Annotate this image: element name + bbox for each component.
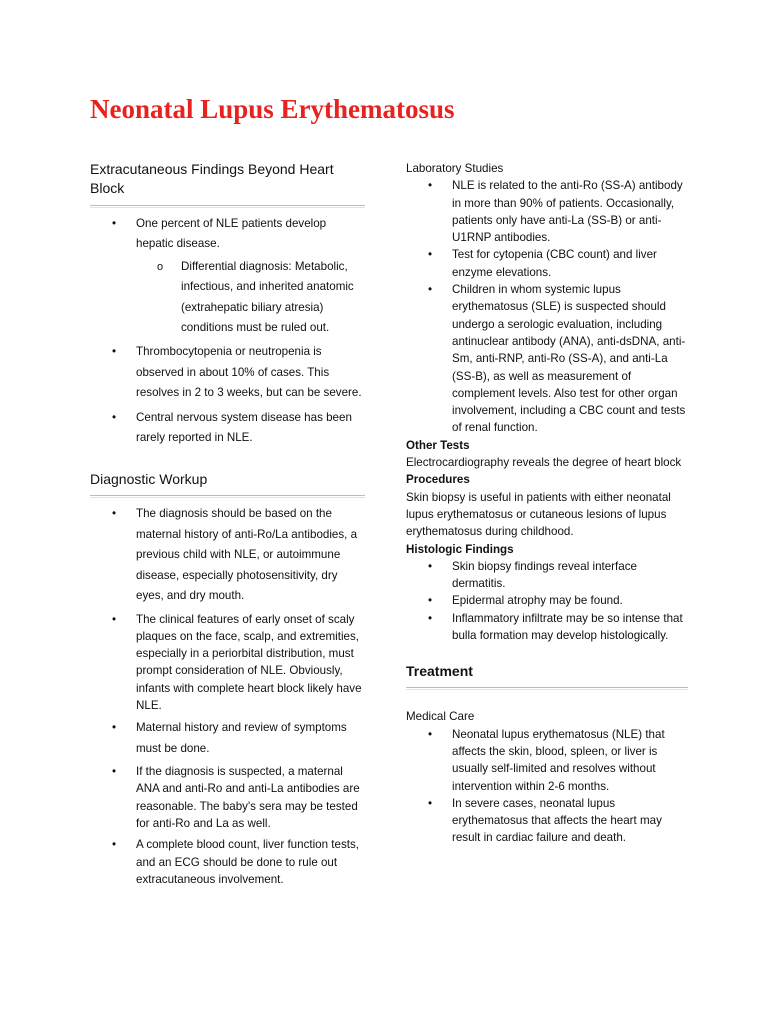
histologic-findings-list: [406, 558, 688, 644]
other-tests-text: Electrocardiography reveals the degree of heart block: [406, 456, 682, 470]
diagnostic-workup-list: [90, 504, 365, 888]
section-heading-treatment: Treatment: [406, 663, 473, 680]
list-item: • Maternal history and review of symptoms must be done.: [90, 718, 365, 759]
list-item: • The clinical features of early onset of scaly plaques on the face, scalp, and extremities, especially in a periorbital distribution, must prompt consideration of NLE. Obviously, infants with complete heart block likely have NLE.: [90, 611, 365, 715]
list-item: • Central nervous system disease has been rarely reported in NLE.: [90, 408, 365, 449]
subheading-other-tests: Other Tests: [406, 438, 470, 452]
extracutaneous-list: [90, 214, 365, 448]
laboratory-studies-list: [406, 177, 688, 436]
list-item: • Children in whom systemic lupus erythematosus (SLE) is suspected should undergo a serologic evaluation, including antinuclear antibody (ANA), anti-dsDNA, anti-Sm, anti-RNP, anti-Ro (SS-A), and anti-La (SS-B), as well as measurement of complement levels. Also test for other organ involvement, including a CBC count and tests of renal function.: [406, 281, 688, 437]
extracutaneous-section: [90, 160, 365, 448]
list-item: • Inflammatory infiltrate may be so intense that bulla formation may develop histologically.: [406, 610, 688, 645]
list-item: • Skin biopsy findings reveal interface dermatitis.: [406, 558, 688, 593]
section-divider: [90, 205, 365, 208]
list-item: • Test for cytopenia (CBC count) and liver enzyme elevations.: [406, 246, 688, 281]
sub-list-item: o Differential diagnosis: Metabolic, infectious, and inherited anatomic (extrahepatic biliary atresia) conditions must be ruled out.: [135, 257, 365, 339]
list-item: • One percent of NLE patients develop hepatic disease. o Differential diagnosis: Metabolic, infectious, and inherited anatomic (extrahepatic biliary atresia) conditions must be ruled out.: [90, 214, 365, 338]
section-heading-extracutaneous: Extracutaneous Findings Beyond Heart Block: [90, 161, 334, 196]
subheading-laboratory-studies: Laboratory Studies: [406, 162, 504, 175]
subheading-procedures: Procedures: [406, 473, 470, 487]
section-divider: [90, 495, 365, 498]
list-item: • NLE is related to the anti-Ro (SS-A) antibody in more than 90% of patients. Occasionally, patients only have anti-La (SS-B) or anti-U1RNP antibodies.: [406, 177, 688, 246]
section-divider: [406, 687, 688, 690]
list-item: • A complete blood count, liver function tests, and an ECG should be done to rule out extracutaneous involvement.: [90, 836, 365, 888]
right-column: [406, 160, 688, 847]
diagnostic-workup-section: [90, 470, 365, 888]
section-heading-diagnostic-workup: Diagnostic Workup: [90, 471, 208, 488]
left-column: [90, 160, 365, 892]
sub-list: [136, 257, 365, 339]
subheading-histologic-findings: Histologic Findings: [406, 542, 514, 556]
laboratory-studies-section: [406, 160, 688, 437]
treatment-section: [406, 662, 688, 846]
medical-care-list: [406, 726, 688, 847]
list-item: • Thrombocytopenia or neutropenia is observed in about 10% of cases. This resolves in 2 to 3 weeks, but can be severe.: [90, 342, 365, 403]
list-item: • In severe cases, neonatal lupus erythematosus that affects the heart may result in cardiac failure and death.: [406, 795, 688, 847]
list-item: • Epidermal atrophy may be found.: [406, 592, 688, 609]
list-item: • The diagnosis should be based on the maternal history of anti-Ro/La antibodies, a previous child with NLE, or autoimmune disease, especially photosensitivity, dry eyes, and dry mouth.: [90, 504, 365, 606]
list-item: • If the diagnosis is suspected, a maternal ANA and anti-Ro and anti-La antibodies are reasonable. The baby's sera may be tested for anti-Ro and La as well.: [90, 763, 365, 832]
procedures-text: Skin biopsy is useful in patients with either neonatal lupus erythematosus or cutaneous lesions of lupus erythematosus during childhood.: [406, 490, 671, 539]
subheading-medical-care: Medical Care: [406, 710, 475, 724]
list-item: • Neonatal lupus erythematosus (NLE) that affects the skin, blood, spleen, or liver is usually self-limited and resolves without intervention within 2-6 months.: [406, 726, 688, 795]
page-title: Neonatal Lupus Erythematosus: [90, 94, 455, 124]
